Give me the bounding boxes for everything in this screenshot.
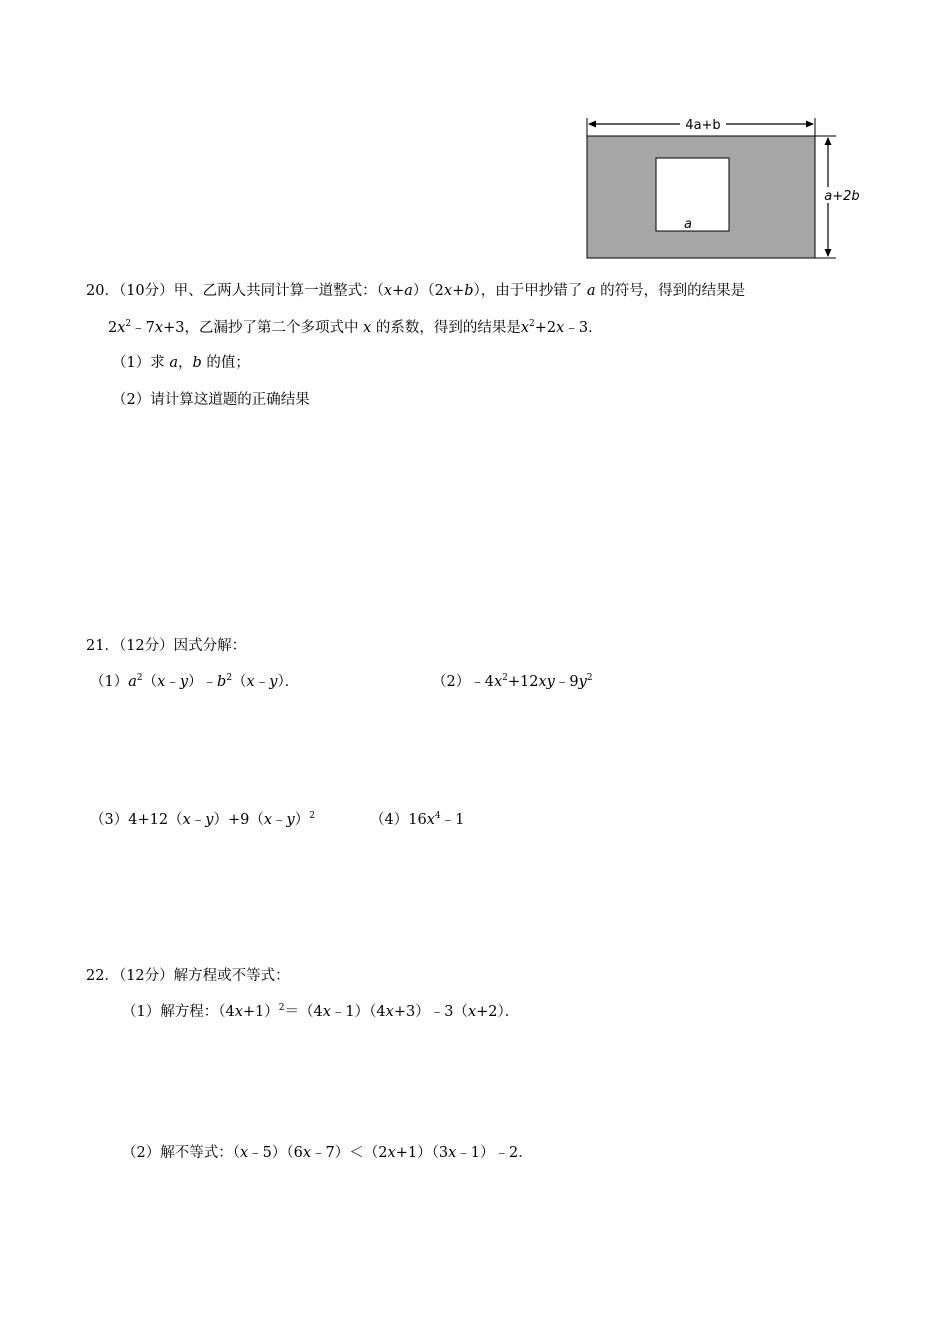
- q22-heading: [86, 966, 290, 986]
- q22-part2: （2）解不等式：（x﹣5）（6x﹣7）＜（2x+1）（3x﹣1）﹣2．: [122, 1145, 533, 1161]
- q21-part1: $(1)a^2(x﹣y)﹣b^2(x﹣y)$．: [90, 673, 300, 690]
- q20-part1: （1）求 a，b 的值；: [112, 355, 250, 371]
- q22-title: 解方程或不等式：: [173, 968, 290, 984]
- q20-score: （10分）: [118, 283, 174, 299]
- q21-heading: [86, 636, 246, 656]
- q20-line1: 20．（10分）甲、乙两人共同计算一道整式：（x+a）（2x+b），由于甲抄错了 a 的符号，得到的结果是: [86, 283, 746, 299]
- q20-result-a: $2x^2﹣7x+3$: [108, 319, 185, 336]
- q22-part1: （1）解方程：$(4x+1)^2=(4x﹣1)(4x+3)﹣3(x+2)$．: [122, 1003, 520, 1020]
- inner-square-label: a: [684, 217, 692, 232]
- q22-number: 22．: [86, 968, 119, 984]
- q20-part2: （2）请计算这道题的正确结果: [112, 392, 310, 408]
- q21-title: 因式分解：: [173, 638, 247, 654]
- q20-number: 20．: [86, 283, 119, 299]
- q21-part4: $(4)16x^4﹣1$: [370, 811, 465, 828]
- inner-square: [656, 158, 729, 231]
- q22-score: （12分）: [118, 968, 174, 984]
- side-dimension-label: a+2b: [824, 189, 860, 204]
- q21-part3: （3）4+12（x﹣y）+9（x﹣y）$^2$: [90, 811, 315, 828]
- q21-score: （12分）: [118, 638, 174, 654]
- q20-line2: $2x^2﹣7x+3$，乙漏抄了第二个多项式中 x 的系数，得到的结果是$x^2+2x﹣3$．: [108, 319, 603, 336]
- q20-expression: （x+a）（2x+b）: [376, 283, 481, 299]
- rectangle-figure: [580, 112, 870, 264]
- q21-part2: $(2)﹣4x^2+12xy﹣9y^2$: [432, 673, 593, 690]
- q21-number: 21．: [86, 638, 119, 654]
- top-dimension-label: 4a+b: [685, 118, 721, 133]
- q20-result-b: $x^2+2x﹣3$．: [520, 319, 603, 336]
